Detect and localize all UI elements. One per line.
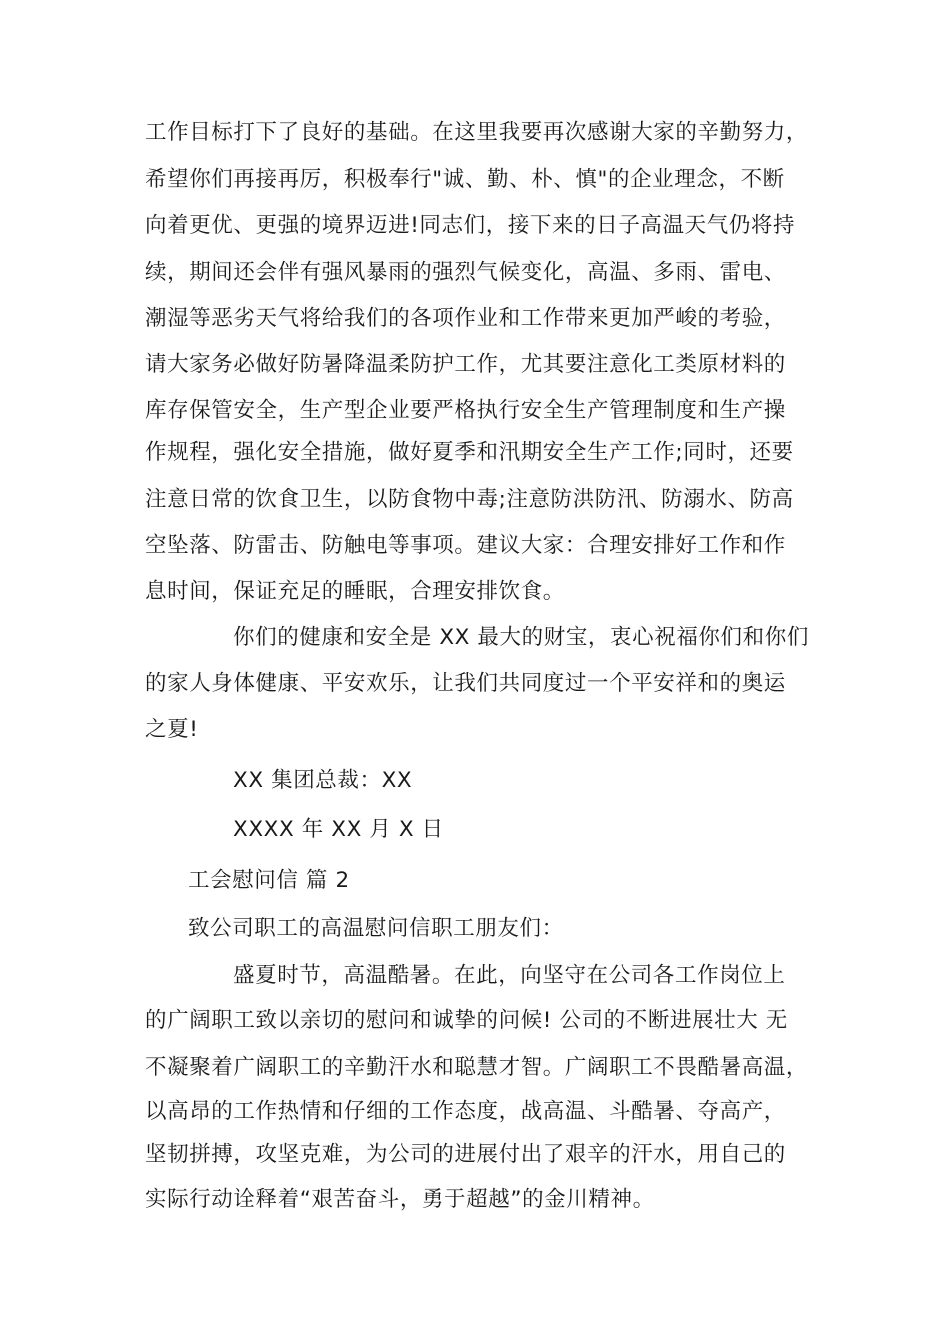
body-text-line: 不凝聚着广阔职工的辛勤汗水和聪慧才智。广阔职工不畏酷暑高温， [145,1055,809,1080]
body-text-line: 息时间，保证充足的睡眠，合理安排饮食。 [145,579,565,604]
body-text-line: 注意日常的饮食卫生，以防食物中毒;注意防洪防汛、防溺水、防高 [145,487,794,512]
body-text-line: 坚韧拼搏，攻坚克难，为公司的进展付出了艰辛的汗水，用自己的 [145,1142,786,1167]
paragraph-first-line: 你们的健康和安全是 XX 最大的财宝，衷心祝福你们和你们 [233,625,809,650]
signature-line: XX 集团总裁：XX [233,768,413,793]
body-text-line: 的家人身体健康、平安欢乐，让我们共同度过一个平安祥和的奥运 [145,671,786,696]
body-text-line: 工作目标打下了良好的基础。在这里我要再次感谢大家的辛勤努力， [145,120,809,145]
paragraph-first-line: 盛夏时节，高温酷暑。在此，向坚守在公司各工作岗位上 [233,963,786,988]
section-heading: 工会慰问信 篇 2 [188,868,350,893]
body-text-line: 请大家务必做好防暑降温柔防护工作，尤其要注意化工类原材料的 [145,352,786,377]
body-text-line: 作规程，强化安全措施，做好夏季和汛期安全生产工作;同时，还要 [145,440,794,465]
date-line: XXXX 年 XX 月 X 日 [233,817,444,842]
body-text-line: 潮湿等恶劣天气将给我们的各项作业和工作带来更加严峻的考验， [145,306,786,331]
body-text-line: 实际行动诠释着“艰苦奋斗，勇于超越”的金川精神。 [145,1187,655,1212]
body-text-line: 以高昂的工作热情和仔细的工作态度，战高温、斗酷暑、夺高产， [145,1099,786,1124]
body-text-line: 续，期间还会伴有强风暴雨的强烈气候变化，高温、多雨、雷电、 [145,260,786,285]
body-text-line: 之夏! [145,717,199,742]
body-text-line: 向着更优、更强的境界迈进!同志们，接下来的日子高温天气仍将持 [145,213,796,238]
body-text-line: 库存保管安全，生产型企业要严格执行安全生产管理制度和生产操 [145,398,786,423]
body-text-line: 希望你们再接再厉，积极奉行"诚、勤、朴、慎"的企业理念，不断 [145,167,785,192]
body-text-line: 的广阔职工致以亲切的慰问和诚挚的问候! 公司的不断进展壮大 无 [145,1008,788,1033]
body-text-line: 空坠落、防雷击、防触电等事项。建议大家：合理安排好工作和作 [145,533,786,558]
salutation-line: 致公司职工的高温慰问信职工朋友们： [188,916,564,941]
